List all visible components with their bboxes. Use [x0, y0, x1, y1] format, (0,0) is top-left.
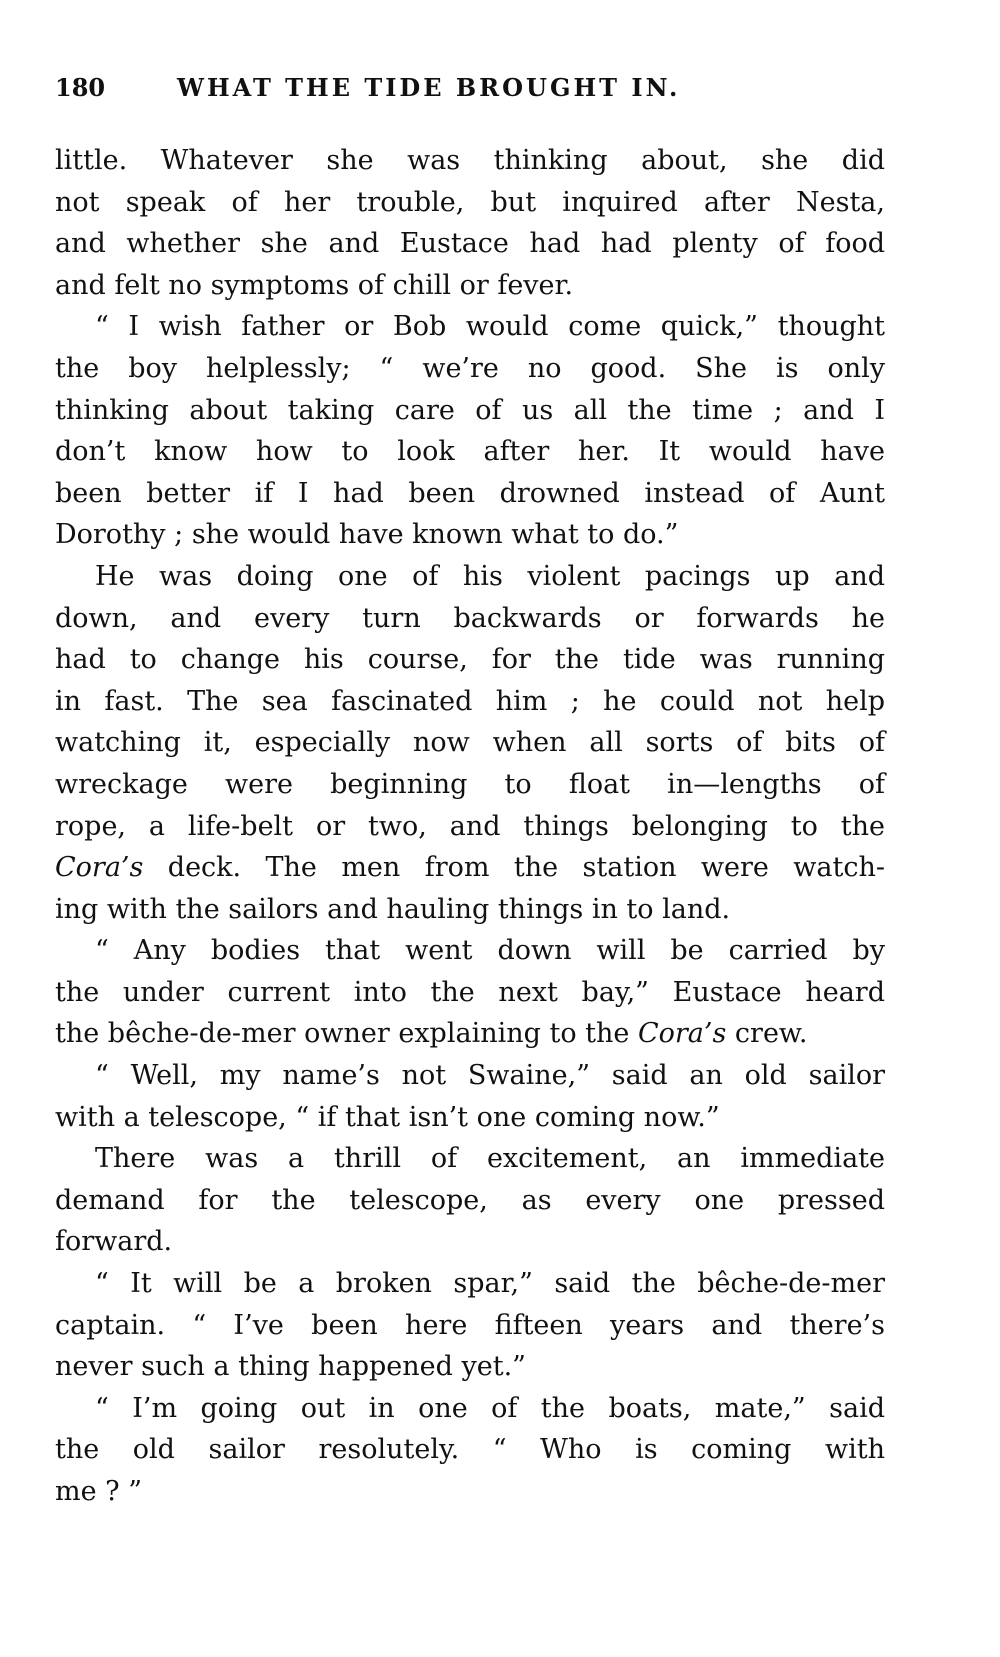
text-line: Cora’s deck. The men from the station were watch- — [55, 852, 885, 884]
text-line: “ Well, my name’s not Swaine,” said an old sailor — [95, 1060, 885, 1092]
text-line: He was doing one of his violent pacings up and — [95, 560, 885, 592]
text-line: me ? ” — [55, 1476, 143, 1507]
text-line: the boy helplessly; “ we’re no good. She is only — [55, 352, 885, 384]
text-line: watching it, especially now when all sorts of bits of — [55, 727, 885, 759]
text-line: thinking about taking care of us all the time ; and I — [55, 394, 885, 426]
text-line: and felt no symptoms of chill or fever. — [55, 269, 574, 301]
text-line: with a telescope, “ if that isn’t one coming now.” — [55, 1101, 720, 1133]
page-number: 180 — [55, 73, 106, 102]
text-line: had to change his course, for the tide was running — [55, 644, 885, 676]
text-line: down, and every turn backwards or forwards he — [55, 602, 885, 634]
running-head — [55, 68, 885, 108]
body-text — [55, 140, 885, 1513]
text-line: in fast. The sea fascinated him ; he could not help — [55, 685, 885, 717]
text-line: “ It will be a broken spar,” said the bêche-de-mer — [95, 1268, 885, 1300]
text-line: There was a thrill of excitement, an immediate — [95, 1143, 885, 1175]
text-line: don’t know how to look after her. It would have — [55, 436, 885, 468]
text-line: wreckage were beginning to float in—lengths of — [55, 768, 885, 800]
running-title: WHAT THE TIDE BROUGHT IN. — [177, 73, 681, 102]
text-line: little. Whatever she was thinking about, she did — [55, 145, 885, 176]
text-line: “ I’m going out in one of the boats, mate,” said — [95, 1392, 885, 1424]
text-line: ing with the sailors and hauling things in to land. — [55, 893, 731, 925]
text-line: forward. — [55, 1226, 173, 1258]
text-line: “ Any bodies that went down will be carried by — [95, 935, 885, 967]
text-line: not speak of her trouble, but inquired after Nesta, — [55, 186, 885, 218]
text-line: “ I wish father or Bob would come quick,” thought — [95, 311, 885, 343]
text-line: the under current into the next bay,” Eustace heard — [55, 976, 885, 1008]
text-line: been better if I had been drowned instead of Aunt — [55, 477, 885, 509]
text-line: rope, a life-belt or two, and things belonging to the — [55, 810, 885, 842]
text-line: captain. “ I’ve been here fifteen years and there’s — [55, 1309, 885, 1341]
text-line: never such a thing happened yet.” — [55, 1351, 526, 1383]
text-line: and whether she and Eustace had had plenty of food — [55, 228, 885, 260]
text-line: Dorothy ; she would have known what to do.” — [55, 519, 679, 551]
text-line: the old sailor resolutely. “ Who is coming with — [55, 1434, 885, 1466]
text-line: the bêche-de-mer owner explaining to the Cora’s crew. — [55, 1018, 808, 1050]
text-line: demand for the telescope, as every one pressed — [55, 1184, 885, 1216]
